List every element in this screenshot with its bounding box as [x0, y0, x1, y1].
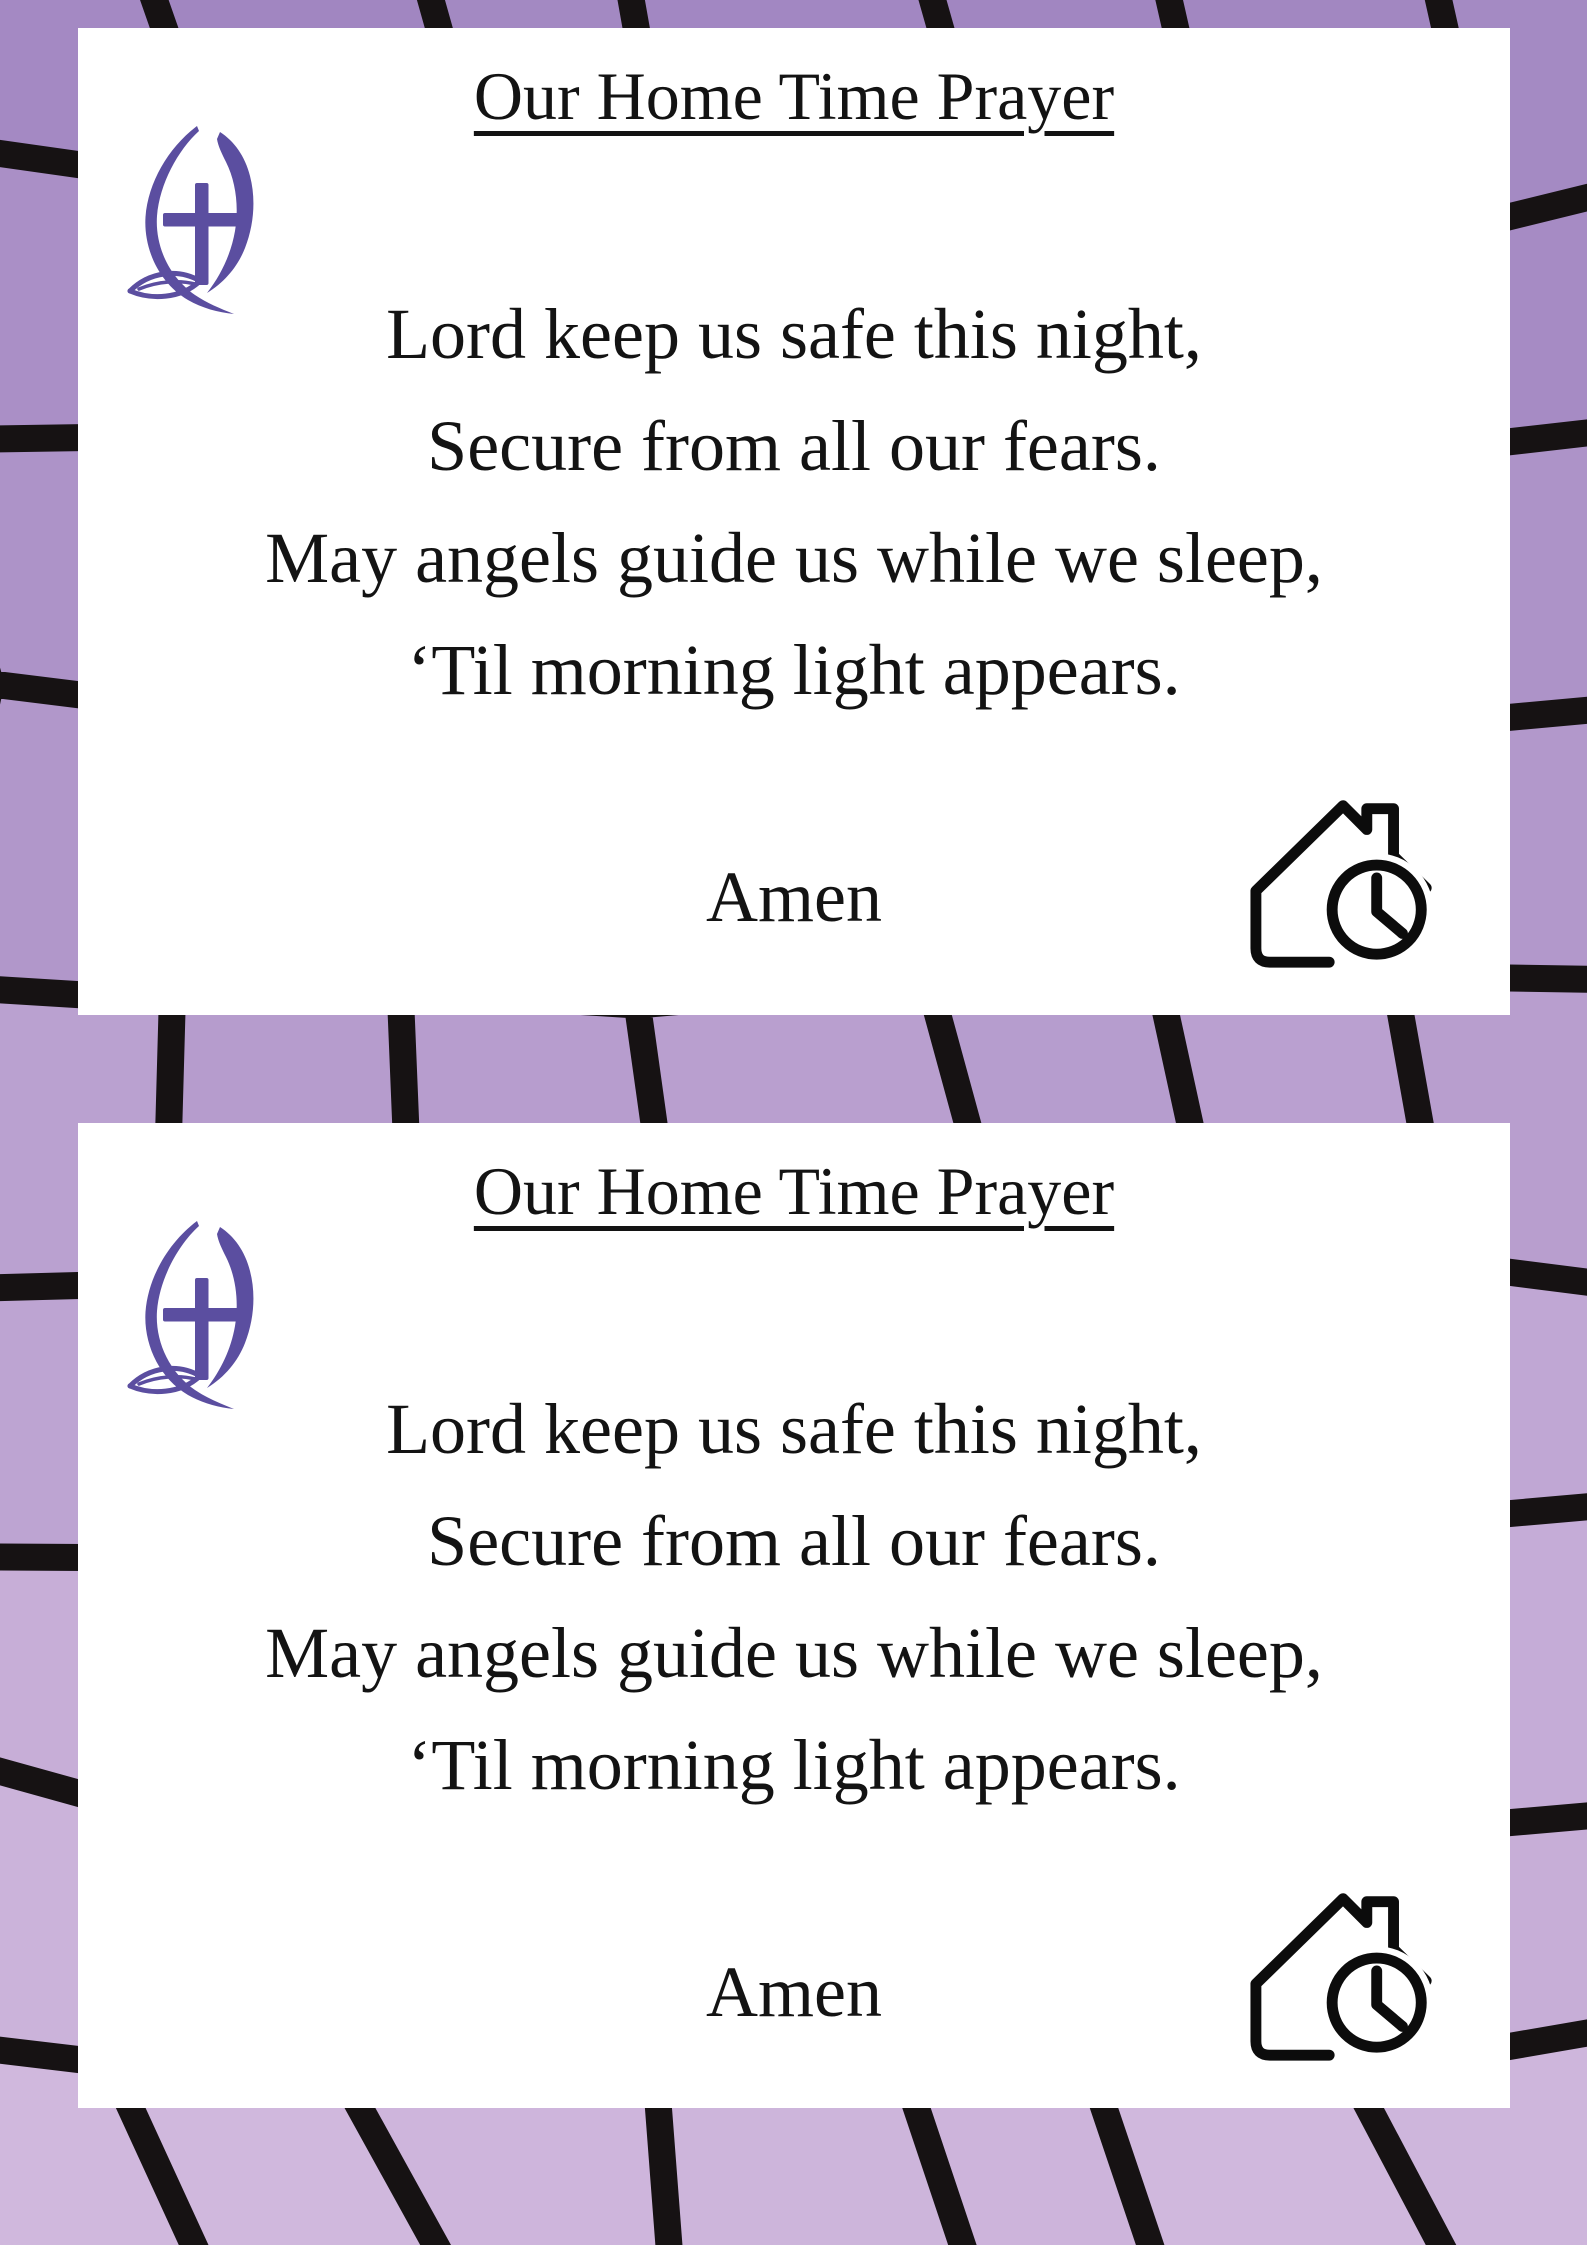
prayer-line: Secure from all our fears.: [427, 405, 1161, 486]
house-with-clock-icon: [1244, 1869, 1450, 2070]
cross-in-flame-with-leaf-logo: [122, 1211, 272, 1415]
prayer-card: [78, 1123, 1510, 2108]
amen-text: Amen: [706, 1951, 882, 2032]
prayer-card: [78, 28, 1510, 1015]
cross-vertical: [195, 183, 209, 285]
flame-right-band: [207, 1227, 253, 1388]
flame-right-band: [207, 132, 253, 293]
prayer-line: ‘Til morning light appears.: [407, 629, 1181, 710]
prayer-line: Secure from all our fears.: [427, 1500, 1161, 1581]
prayer-line: Lord keep us safe this night,: [386, 293, 1202, 374]
prayer-line: Lord keep us safe this night,: [386, 1388, 1202, 1469]
amen-text: Amen: [706, 856, 882, 937]
card-title: Our Home Time Prayer: [473, 1153, 1115, 1229]
cross-in-flame-with-leaf-logo: [122, 116, 272, 320]
cross-horizontal: [163, 213, 239, 227]
prayer-text: [78, 278, 1510, 726]
prayer-text: [78, 1373, 1510, 1821]
prayer-line: May angels guide us while we sleep,: [265, 517, 1323, 598]
prayer-line: ‘Til morning light appears.: [407, 1724, 1181, 1805]
prayer-line: May angels guide us while we sleep,: [265, 1612, 1323, 1693]
cross-horizontal: [163, 1308, 239, 1322]
cross-vertical: [195, 1278, 209, 1380]
house-with-clock-icon: [1244, 776, 1450, 977]
card-title: Our Home Time Prayer: [473, 58, 1115, 134]
